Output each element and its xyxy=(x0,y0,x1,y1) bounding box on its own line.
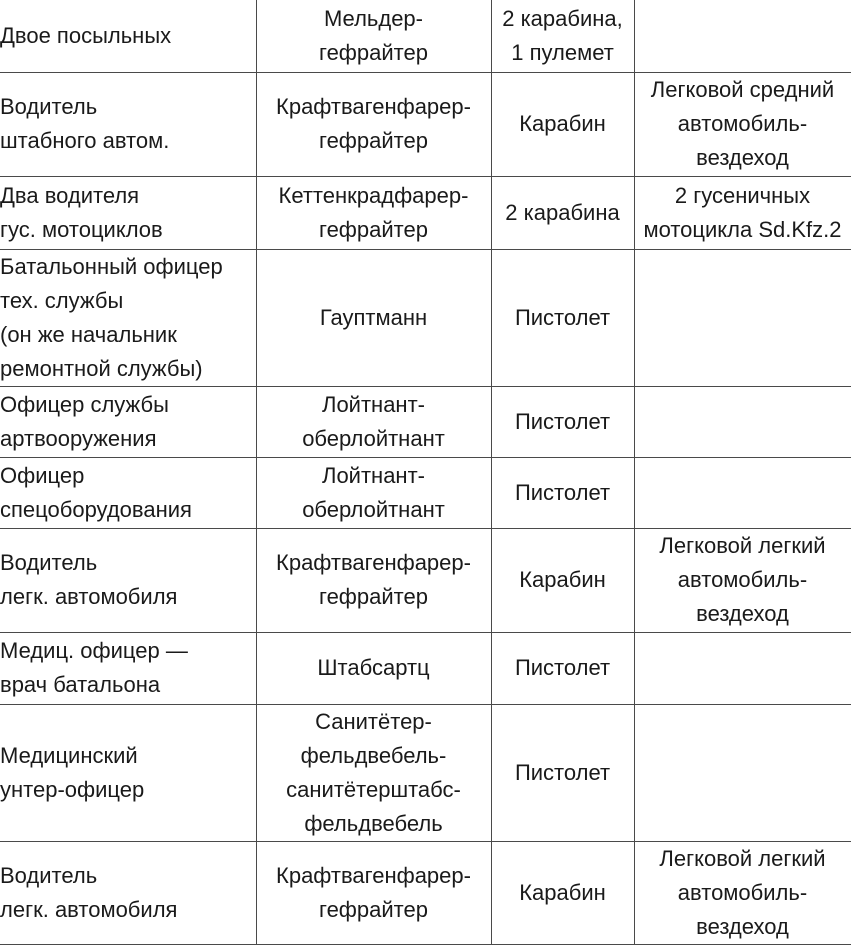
armament-cell: Пистолет xyxy=(491,704,634,841)
position-cell: Двое посыльных xyxy=(0,0,256,72)
position-cell: Водитель легк. автомобиля xyxy=(0,841,256,944)
position-cell: Офицер службы артвооружения xyxy=(0,386,256,457)
position-cell: Медиц. офицер — врач батальона xyxy=(0,632,256,704)
rank-cell: Крафтвагенфарер- гефрайтер xyxy=(256,72,491,176)
vehicle-cell xyxy=(634,632,851,704)
vehicle-cell: Легковой легкий автомобиль- вездеход xyxy=(634,528,851,632)
position-cell: Офицер спецоборудования xyxy=(0,457,256,528)
rank-cell: Гауптманн xyxy=(256,249,491,386)
armament-cell: Пистолет xyxy=(491,632,634,704)
position-cell: Водитель легк. автомобиля xyxy=(0,528,256,632)
rank-cell: Санитётер- фельдвебель- санитётерштабс- фельдвебель xyxy=(256,704,491,841)
table-row xyxy=(0,176,851,249)
vehicle-cell xyxy=(634,0,851,72)
armament-cell: Пистолет xyxy=(491,457,634,528)
vehicle-cell: 2 гусеничных мотоцикла Sd.Kfz.2 xyxy=(634,176,851,249)
table-row xyxy=(0,457,851,528)
table-row xyxy=(0,72,851,176)
armament-cell: Карабин xyxy=(491,841,634,944)
armament-cell: Пистолет xyxy=(491,386,634,457)
armament-cell: Карабин xyxy=(491,528,634,632)
table-row xyxy=(0,632,851,704)
vehicle-cell xyxy=(634,249,851,386)
rank-cell: Лойтнант- оберлойтнант xyxy=(256,457,491,528)
rank-cell: Крафтвагенфарер- гефрайтер xyxy=(256,841,491,944)
vehicle-cell: Легковой средний автомобиль- вездеход xyxy=(634,72,851,176)
vehicle-cell xyxy=(634,457,851,528)
table-row xyxy=(0,386,851,457)
table-row xyxy=(0,528,851,632)
table-row xyxy=(0,249,851,386)
armament-cell: 2 карабина, 1 пулемет xyxy=(491,0,634,72)
rank-cell: Штабсартц xyxy=(256,632,491,704)
rank-cell: Мельдер- гефрайтер xyxy=(256,0,491,72)
position-cell: Два водителя гус. мотоциклов xyxy=(0,176,256,249)
armament-cell: 2 карабина xyxy=(491,176,634,249)
rank-cell: Крафтвагенфарер- гефрайтер xyxy=(256,528,491,632)
armament-cell: Пистолет xyxy=(491,249,634,386)
rank-cell: Лойтнант- оберлойтнант xyxy=(256,386,491,457)
table-row xyxy=(0,704,851,841)
armament-cell: Карабин xyxy=(491,72,634,176)
vehicle-cell xyxy=(634,704,851,841)
position-cell: Батальонный офицер тех. службы (он же начальник ремонтной службы) xyxy=(0,249,256,386)
vehicle-cell xyxy=(634,386,851,457)
vehicle-cell: Легковой легкий автомобиль- вездеход xyxy=(634,841,851,944)
position-cell: Водитель штабного автом. xyxy=(0,72,256,176)
position-cell: Медицинский унтер-офицер xyxy=(0,704,256,841)
table-row xyxy=(0,0,851,72)
table-row xyxy=(0,841,851,944)
rank-cell: Кеттенкрадфарер- гефрайтер xyxy=(256,176,491,249)
